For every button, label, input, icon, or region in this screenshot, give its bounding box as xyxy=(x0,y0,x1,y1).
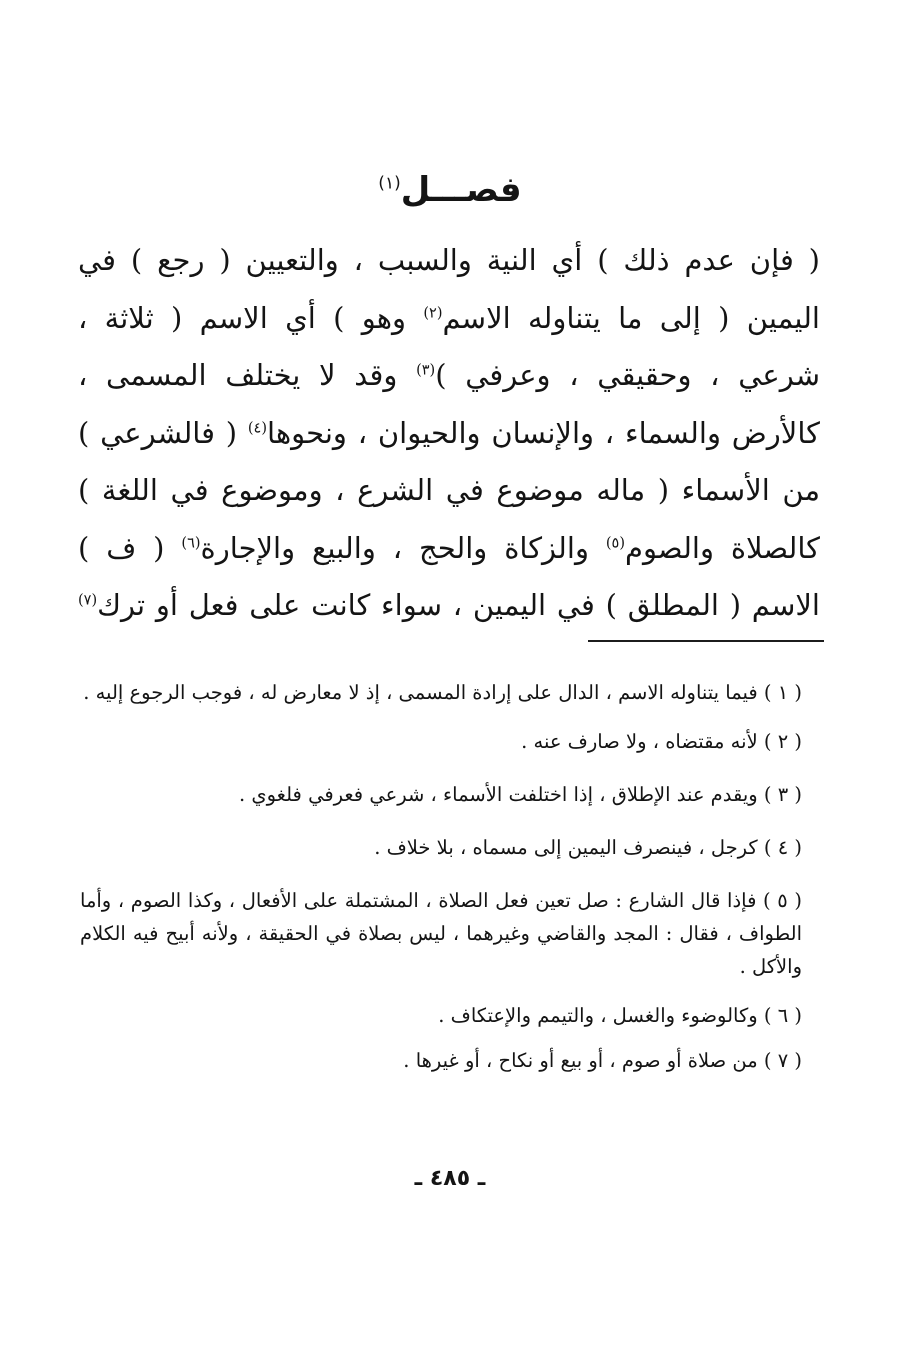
body-line-text: شرعي ، وحقيقي ، وعرفي ) xyxy=(435,358,820,392)
footnote-separator-rule xyxy=(588,640,824,642)
body-line-text: ( فإن عدم ذلك ) أي النية والسبب ، والتعيين ( رجع ) في xyxy=(78,243,820,277)
footnote-1: ( ١ ) فيما يتناوله الاسم ، الدال على إرادة المسمى ، إذ لا معارض له ، فوجب الرجوع إليه . xyxy=(83,681,802,704)
main-text xyxy=(78,232,820,635)
body-line-text: وقد لا يختلف المسمى ، xyxy=(78,358,417,392)
footnote-ref: (٦) xyxy=(181,534,201,551)
page-number: ـ ٤٨٥ ـ xyxy=(414,1166,486,1191)
body-line-text: والزكاة والحج ، والبيع والإجارة xyxy=(200,530,606,565)
body-line xyxy=(78,405,820,463)
footnote-ref: (٧) xyxy=(78,592,98,609)
footnote-ref: (٣) xyxy=(416,362,436,379)
footnote-7: ( ٧ ) من صلاة أو صوم ، أو بيع أو نكاح ، أو غيرها . xyxy=(403,1049,802,1072)
body-line-text: كالأرض والسماء ، والإنسان والحيوان ، ونحوها xyxy=(267,415,820,450)
body-line xyxy=(78,347,820,405)
body-line xyxy=(78,520,820,578)
footnote-3: ( ٣ ) ويقدم عند الإطلاق ، إذا اختلفت الأسماء ، شرعي فعرفي فلغوي . xyxy=(238,783,802,806)
body-line xyxy=(78,462,820,520)
footnote-6: ( ٦ ) وكالوضوء والغسل ، والتيمم والإعتكاف . xyxy=(438,1004,802,1027)
body-line xyxy=(78,232,820,290)
footnote-ref: (٢) xyxy=(423,304,443,321)
body-line xyxy=(78,290,820,348)
footnotes xyxy=(80,676,816,1077)
heading-footnote-ref: (١) xyxy=(378,173,401,194)
footnote-ref: (٤) xyxy=(247,419,268,436)
footnote-4: ( ٤ ) كرجل ، فينصرف اليمين إلى مسماه ، بلا خلاف . xyxy=(374,836,802,859)
body-line-text: كالصلاة والصوم xyxy=(624,530,820,565)
body-line-text: اليمين ( إلى ما يتناوله الاسم xyxy=(442,300,820,335)
section-heading xyxy=(0,160,900,220)
footnote-2: ( ٢ ) لأنه مقتضاه ، ولا صارف عنه . xyxy=(521,730,802,753)
body-line-text: الاسم ( المطلق ) في اليمين ، سواء كانت على فعل أو ترك xyxy=(97,588,820,622)
body-line-text: وهو ) أي الاسم ( ثلاثة ، xyxy=(78,300,424,335)
footnote-5: ( ٥ ) فإذا قال الشارع : صل تعين فعل الصلاة ، المشتملة على الأفعال ، وكذا الصوم ، وأما الطواف ، فقال : المجد والقاضي وغيرهما ، ليس بصلاة في الحقيقة ، ولأنه أبيح فيه الكلام والأكل . xyxy=(80,889,802,978)
footnote-ref: (٥) xyxy=(605,534,625,551)
body-line-text: ( ف ) xyxy=(78,530,182,565)
body-line xyxy=(78,577,820,635)
body-line-text: ( فالشرعي ) xyxy=(78,415,248,450)
heading-title: فصـــل xyxy=(400,170,522,210)
body-line-text: من الأسماء ( ماله موضوع في الشرع ، وموضوع في اللغة ) xyxy=(78,473,820,507)
